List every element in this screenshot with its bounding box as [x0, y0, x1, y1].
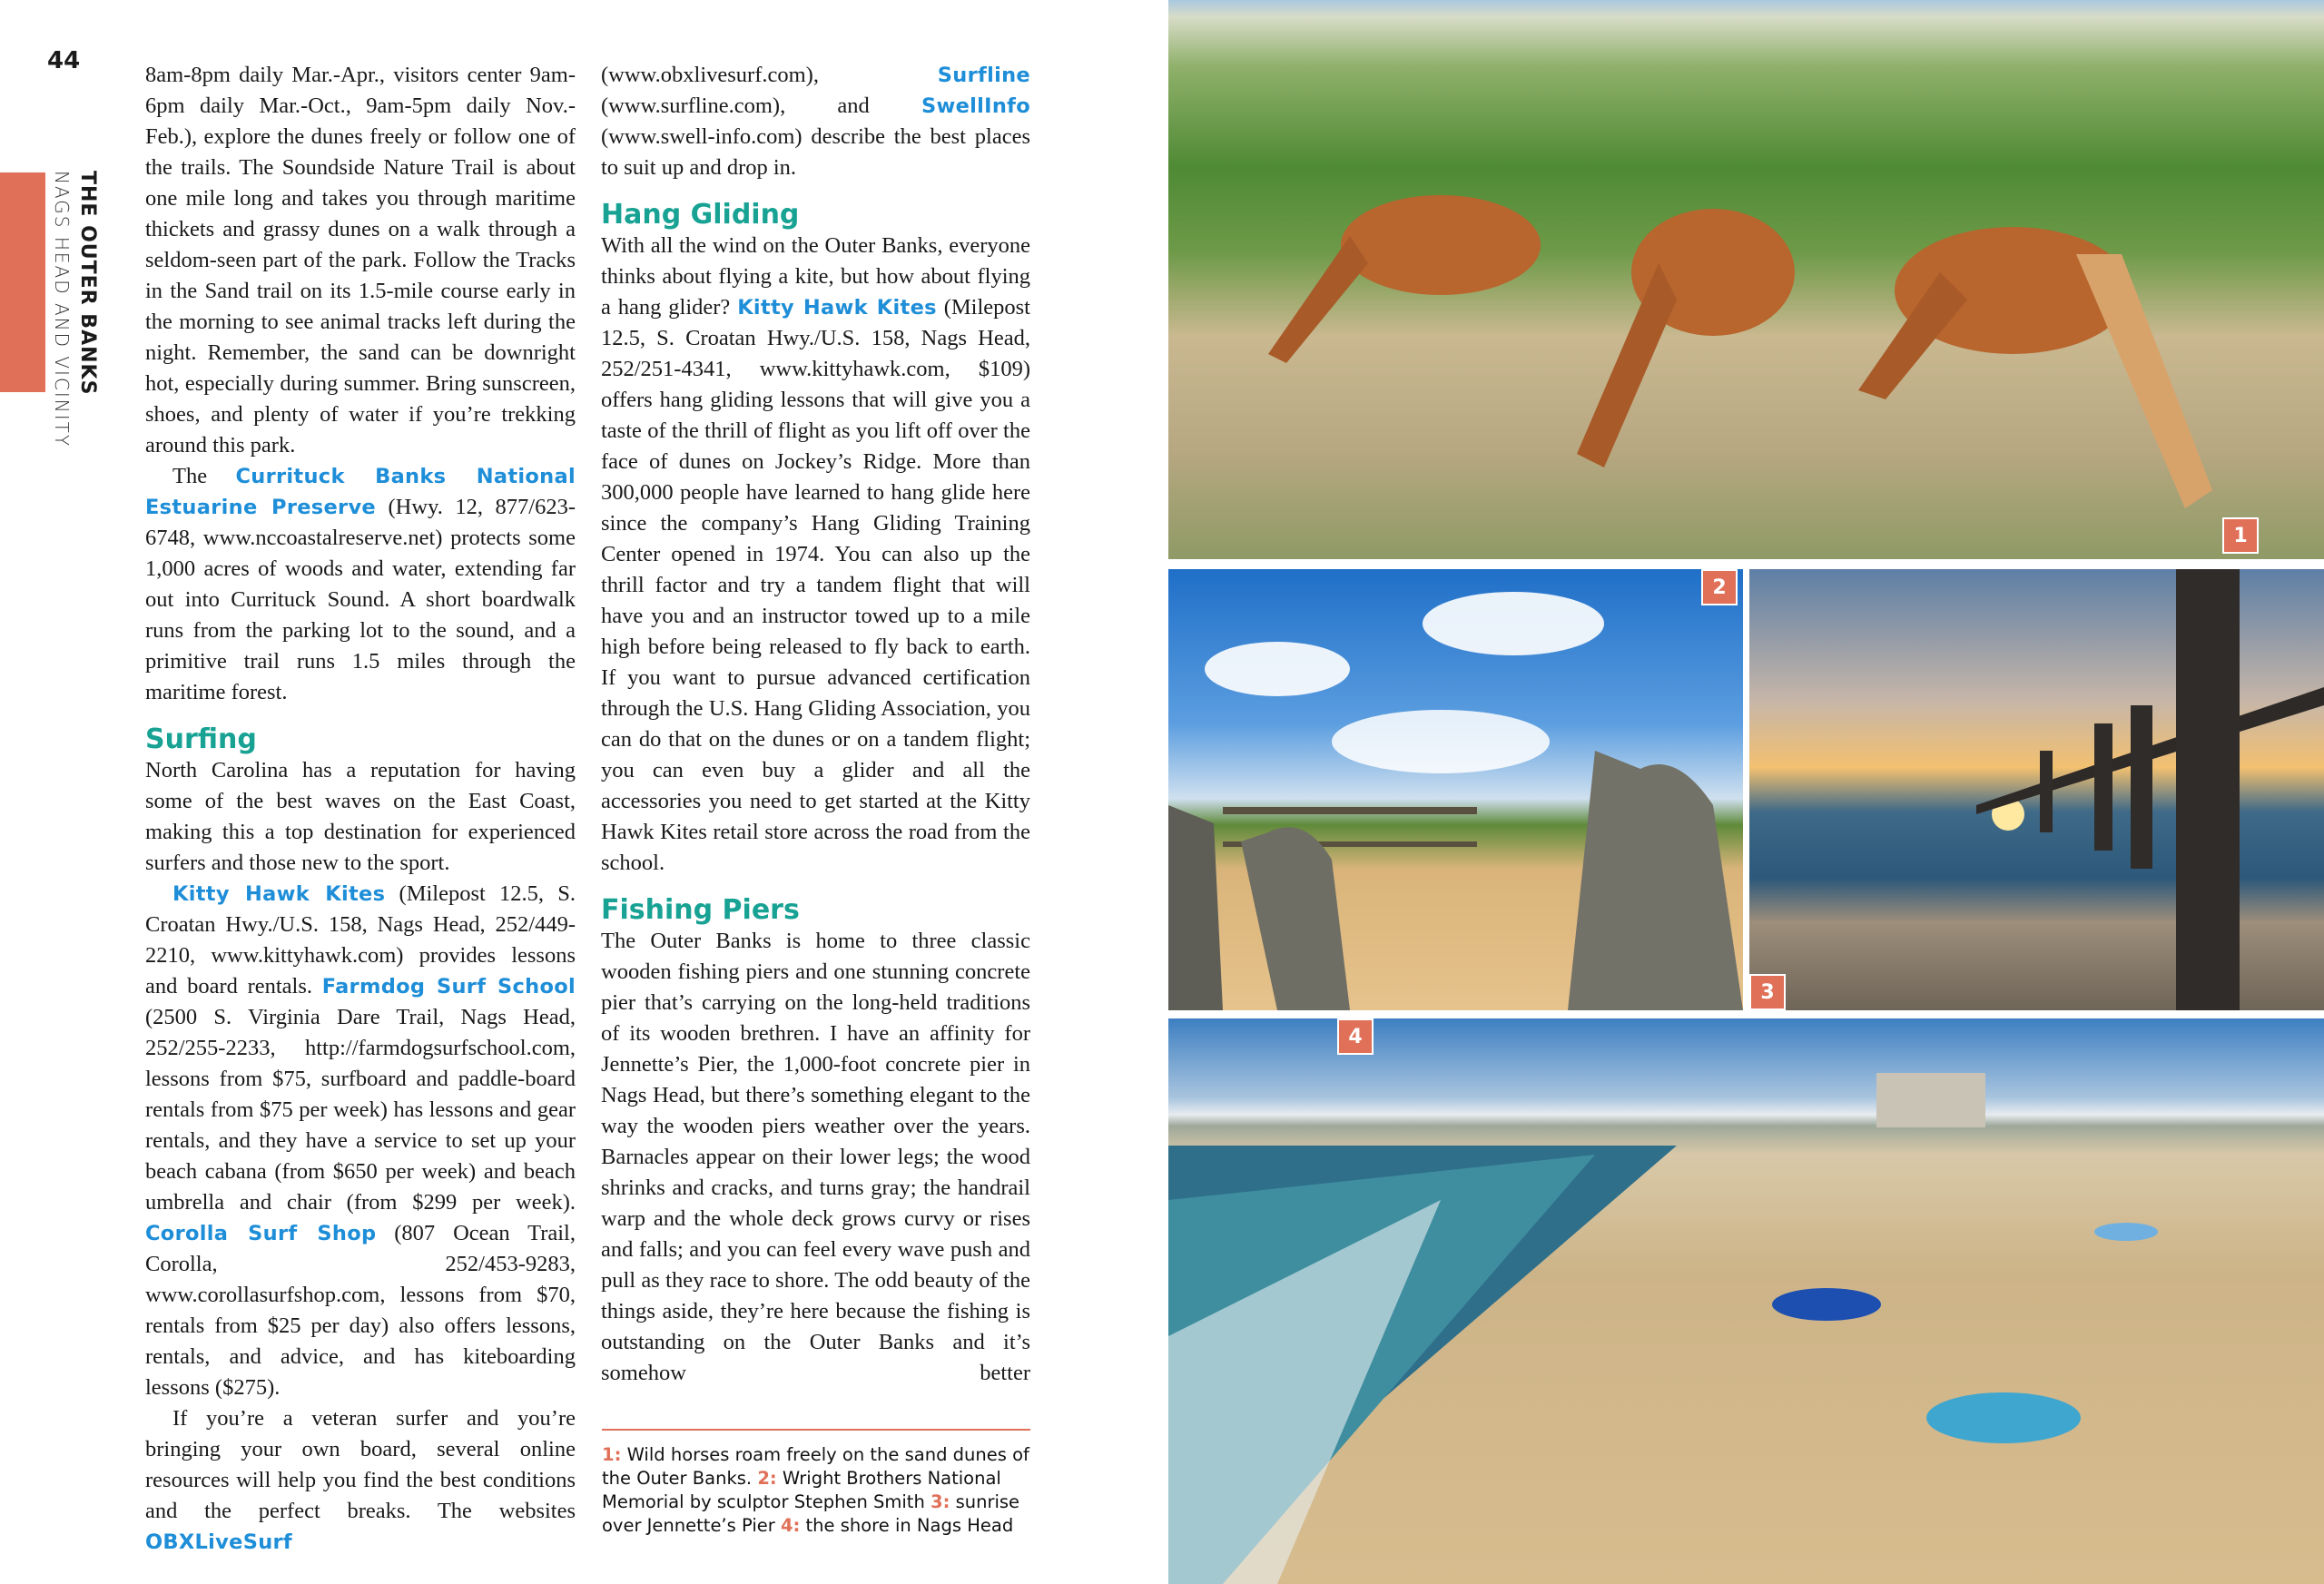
photo-badge: 2 [1701, 569, 1738, 605]
photo-jennettes-pier-sunrise [1749, 569, 2324, 1010]
caption-number: 4: [780, 1515, 801, 1536]
business-link[interactable]: Currituck Banks National Estuarine Preserve [145, 465, 576, 519]
business-link[interactable]: Kitty Hawk Kites [172, 882, 386, 906]
photo-caption [602, 1443, 1038, 1538]
running-head [49, 171, 103, 479]
body-text: (Milepost 12.5, S. Croatan Hwy./U.S. 158, Nags Head, 252/449-2210, www.kittyhawk.com) provides lessons and board rentals. [145, 881, 576, 999]
section-tab [0, 172, 45, 392]
body-text: The [172, 464, 236, 488]
body-text: The Outer Banks is home to three classic wooden fishing piers and one stunning concrete pier that’s carrying on the long-held traditions of its wooden brethren. I have an affinity for Jennette’s Pier, the 1,000-foot concrete pier in Nags Head, but there’s something elegant to the way the wooden piers weather over the years. Barnacles appear on their lower legs; the wood shrinks and cracks, and turns gray; the handrail warp and the whole deck grows curvy or rises and falls; and you can feel every wave push and pull as they race to shore. The odd beauty of the things aside, they’re here because the fishing is outstanding on the Outer Banks and it’s somehow better [601, 929, 1030, 1385]
caption-text: Wright Brothers National Memorial by sculptor Stephen Smith [602, 1468, 1001, 1512]
business-link[interactable]: Corolla Surf Shop [145, 1222, 377, 1245]
business-link[interactable]: SwellInfo [921, 94, 1030, 118]
body-paragraph [601, 60, 1030, 183]
body-text: (Hwy. 12, 877/623-6748, www.nccoastalreserve.net) protects some 1,000 acres of woods and water, extending far out into Currituck Sound. A short boardwalk runs from the parking lot to the sound, and a primitive trail runs 1.5 miles through the maritime forest. [145, 495, 576, 704]
body-text: North Carolina has a reputation for having some of the best waves on the East Coast, making this a top destination for experienced surfers and those new to the sport. [145, 758, 576, 875]
body-paragraph [601, 231, 1030, 879]
body-text: (www.surfline.com), and [601, 93, 921, 118]
photo-nags-head-shore [1168, 1018, 2324, 1584]
business-link[interactable]: Farmdog Surf School [321, 975, 576, 999]
business-link[interactable]: Surfline [937, 64, 1030, 87]
caption-number: 2: [757, 1468, 777, 1489]
page-number: 44 [47, 47, 81, 74]
body-paragraph [145, 755, 576, 879]
business-link[interactable]: OBXLiveSurf [145, 1530, 293, 1554]
caption-number: 1: [602, 1444, 622, 1465]
section-heading: Fishing Piers [601, 894, 800, 926]
horses-illustration [1168, 0, 2324, 559]
section-heading: Surfing [145, 723, 257, 755]
body-paragraph [145, 1403, 576, 1558]
middle-text-column [601, 60, 1030, 1389]
shore-illustration [1168, 1018, 2324, 1584]
pier-illustration [1749, 569, 2324, 1010]
photo-wild-horses [1168, 0, 2324, 559]
business-link[interactable]: Kitty Hawk Kites [737, 296, 937, 320]
body-paragraph [145, 879, 576, 1403]
body-text: (Milepost 12.5, S. Croatan Hwy./U.S. 158, Nags Head, 252/251-4341, www.kittyhawk.com, $109) offers hang gliding lessons that will give you a taste of the thrill of flight as you lift off over the face of dunes on Jockey’s Ridge. More than 300,000 people have learned to hang glide here since the company’s Hang Gliding Training Center opened in 1974. You can also up the thrill factor and try a tandem flight that will have you and an instructor towed up to a mile high before being released to fly back to earth. If you want to pursue advanced certification through the U.S. Hang Gliding Association, you can do that on the dunes or on a tandem flight; you can even buy a glider and all the accessories you need to get started at the Kitty Hawk Kites retail store across the road from the school. [601, 295, 1030, 875]
body-paragraph [601, 926, 1030, 1389]
statues-illustration [1168, 569, 1743, 1010]
body-text: (807 Ocean Trail, Corolla, 252/453-9283, www.corollasurfshop.com, lessons from $70, rentals from $25 per day) also offers lessons, rentals, and advice, and has kiteboarding lessons ($275). [145, 1221, 576, 1400]
caption-number: 3: [931, 1491, 950, 1512]
body-text: With all the wind on the Outer Banks, everyone thinks about flying a kite, but how about flying a hang glider? [601, 233, 1030, 320]
body-text: If you’re a veteran surfer and you’re bringing your own board, several online resources will help you find the best conditions and the perfect breaks. The websites [145, 1406, 576, 1523]
caption-rule [602, 1429, 1030, 1431]
caption-text: sunrise over Jennette’s Pier [602, 1491, 1020, 1536]
body-text: (www.obxlivesurf.com), [601, 63, 938, 87]
photo-wright-brothers-memorial [1168, 569, 1743, 1010]
section-heading: Hang Gliding [601, 199, 800, 231]
caption-text: Wild horses roam freely on the sand dunes of the Outer Banks. [602, 1444, 1029, 1489]
running-head-section: THE OUTER BANKS [76, 171, 99, 396]
photo-badge: 4 [1337, 1018, 1374, 1055]
body-text: 8am-8pm daily Mar.-Apr., visitors center 9am-6pm daily Mar.-Oct., 9am-5pm daily Nov.-Feb.), explore the dunes freely or follow one of the trails. The Soundside Nature Trail is about one mile long and takes you through maritime thickets and grassy dunes on a walk through a seldom-seen part of the park. Follow the Tracks in the Sand trail on its 1.5-mile course early in the morning to see animal tracks left during the night. Remember, the sand can be downright hot, especially during summer. Bring sunscreen, shoes, and plenty of water if you’re trekking around this park. [145, 63, 576, 457]
left-text-column [145, 60, 576, 1558]
photo-badge: 1 [2222, 517, 2259, 554]
running-head-subsection: NAGS HEAD AND VICINITY [51, 171, 73, 448]
body-text: (www.swell-info.com) describe the best places to suit up and drop in. [601, 124, 1030, 180]
body-paragraph [145, 461, 576, 708]
caption-text: the shore in Nags Head [800, 1515, 1014, 1536]
photo-badge: 3 [1749, 974, 1786, 1010]
body-paragraph [145, 60, 576, 461]
body-text: (2500 S. Virginia Dare Trail, Nags Head, 252/255-2233, http://farmdogsurfschool.com, lessons from $75, surfboard and paddle-board rentals from $75 per week) has lessons and gear rentals, and they have a service to set up your beach cabana (from $650 per week) and beach umbrella and chair (from $299 per week). [145, 1005, 576, 1215]
